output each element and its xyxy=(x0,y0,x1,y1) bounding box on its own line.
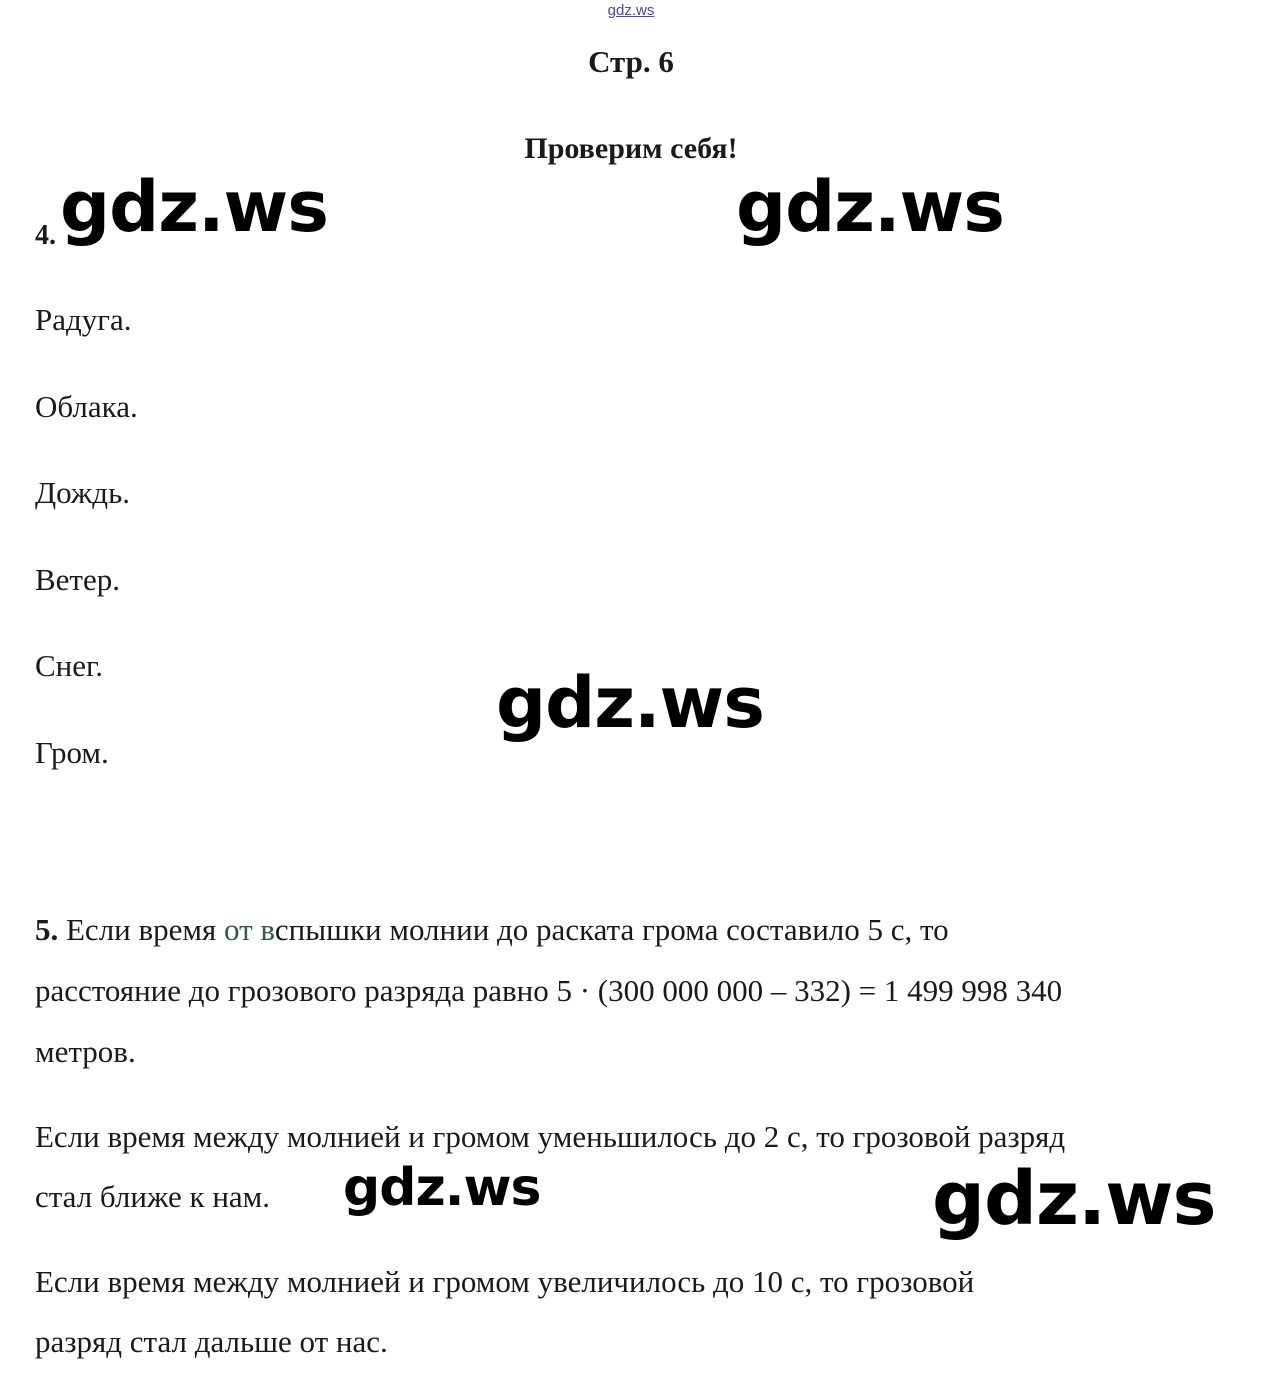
task-5-paragraph-2-line: Если время между молнией и громом уменьшилось до 2 с, то грозовой разряд xyxy=(35,1119,1066,1154)
task-4-number: 4. xyxy=(35,220,56,251)
section-title: Проверим себя! xyxy=(524,132,738,165)
watermark: gdz.ws xyxy=(496,662,764,744)
task-4-answer: Облака. xyxy=(35,389,138,424)
watermark: gdz.ws xyxy=(736,166,1004,248)
task-5-paragraph-3-line: разряд стал дальше от нас. xyxy=(35,1324,388,1359)
task-5-text: Если время xyxy=(58,912,225,947)
task-5-line xyxy=(35,910,949,950)
task-5-number: 5. xyxy=(35,912,59,947)
page-title: Стр. 6 xyxy=(588,44,674,79)
task-4-answer: Гром. xyxy=(35,735,109,770)
site-mark[interactable] xyxy=(0,1,1262,21)
task-5-line: расстояние до грозового разряда равно 5 · (300 000 000 – 332) = 1 499 998 340 xyxy=(35,973,1063,1008)
task-5-paragraph-2-line: стал ближе к нам. xyxy=(35,1179,271,1214)
task-4-answer: Ветер. xyxy=(35,562,120,597)
task-5-highlight: в xyxy=(260,912,275,947)
watermark: gdz.ws xyxy=(343,1158,541,1218)
task-4-answer: Дождь. xyxy=(35,475,130,510)
task-5-text: спышки молнии до раската грома составило 5 с, то xyxy=(274,912,949,947)
watermark: gdz.ws xyxy=(60,166,328,248)
watermark: gdz.ws xyxy=(932,1156,1216,1242)
site-mark-link[interactable]: gdz.ws xyxy=(607,2,655,19)
task-4-answer: Радуга. xyxy=(35,302,132,337)
task-5-line: метров. xyxy=(35,1034,136,1069)
task-5-paragraph-3-line: Если время между молнией и громом увеличилось до 10 с, то грозовой xyxy=(35,1264,975,1299)
task-5-highlight: от xyxy=(224,912,253,947)
task-4-answer: Снег. xyxy=(35,648,103,683)
